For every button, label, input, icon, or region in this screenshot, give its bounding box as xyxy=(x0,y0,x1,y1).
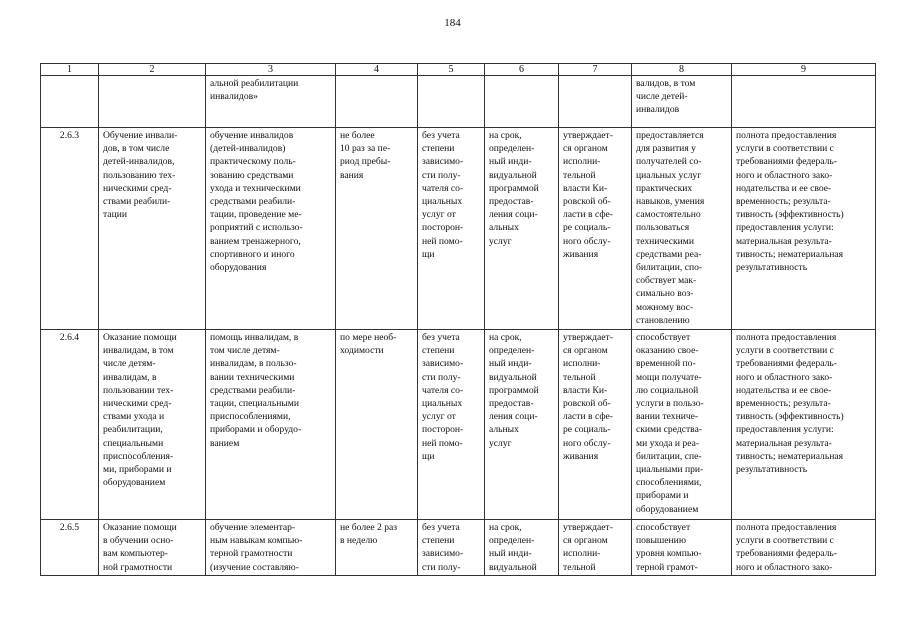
column-header: 6 xyxy=(485,64,559,76)
quality-indicators: полнота предоставления услуги в соответствии с требованиями федераль- ного и областного зако- нодательства и ее свое- временность; результа- тивность (эффективность) предоставления услуги: материальная результа- тивность; нематериальная результативность xyxy=(732,128,876,330)
service-content: обучение инвалидов (детей-инвалидов) практическому поль- зованию средствами ухода и техническими средствами реабили- тации, проведение ме- роприятий с использо- ванием тренажерного, спортивного и иного оборудования xyxy=(206,128,336,330)
payment-terms xyxy=(418,76,485,128)
table-row xyxy=(41,520,876,576)
service-content: обучение элементар- ным навыкам компью- терной грамотности (изучение составляю- xyxy=(206,520,336,576)
row-number xyxy=(41,76,99,128)
standard-approver: утверждает- ся органом исполни- тельной власти Ки- ровской об- ласти в сфе- ре социаль- ного обслу- живания xyxy=(559,330,632,520)
service-name: Оказание помощи инвалидам, в том числе детям- инвалидам, в пользовании тех- ническими сред- ствами ухода и реабилитации, специальными приспособления- ми, приборами и оборудованием xyxy=(99,330,206,520)
column-header: 9 xyxy=(732,64,876,76)
service-name: Обучение инвали- дов, в том числе детей-инвалидов, пользованию тех- ническими сред- ствами реабили- тации xyxy=(99,128,206,330)
service-term: на срок, определен- ный инди- видуальной xyxy=(485,520,559,576)
column-header: 4 xyxy=(336,64,418,76)
column-header: 5 xyxy=(418,64,485,76)
table-row xyxy=(41,128,876,330)
page-number: 184 xyxy=(444,17,461,29)
service-volume: не более 2 раз в неделю xyxy=(336,520,418,576)
table-row xyxy=(41,330,876,520)
row-number: 2.6.5 xyxy=(41,520,99,576)
quality-indicators: полнота предоставления услуги в соответствии с требованиями федераль- ного и областного зако- нодательства и ее свое- временность; результа- тивность (эффективность) предоставления услуги: материальная результа- тивность; нематериальная результативность xyxy=(732,330,876,520)
payment-terms: без учета степени зависимо- сти полу- чателя со- циальных услуг от посторон- ней помо- щи xyxy=(418,128,485,330)
service-content: альной реабилитации инвалидов» xyxy=(206,76,336,128)
standard-approver: утверждает- ся органом исполни- тельной xyxy=(559,520,632,576)
service-volume: не более 10 раз за пе- риод пребы- вания xyxy=(336,128,418,330)
service-content: помощь инвалидам, в том числе детям- инвалидам, в пользо- вании техническими средствами реабили- тации, специальными приспособлениями, приборами и оборудо- ванием xyxy=(206,330,336,520)
service-term: на срок, определен- ный инди- видуальной программой предостав- ления соци- альных услуг xyxy=(485,330,559,520)
service-effect: способствует оказанию свое- временной по- мощи получате- лю социальной услуги в пользо- вании техниче- скими средства- ми ухода и реа- билитации, спе- циальными при- способлениями, приборами и оборудованием xyxy=(632,330,732,520)
service-effect: валидов, в том числе детей- инвалидов xyxy=(632,76,732,128)
service-name: Оказание помощи в обучении осно- вам компьютер- ной грамотности xyxy=(99,520,206,576)
standard-approver: утверждает- ся органом исполни- тельной власти Ки- ровской об- ласти в сфе- ре социаль- ного обслу- живания xyxy=(559,128,632,330)
service-name xyxy=(99,76,206,128)
services-table xyxy=(40,63,876,576)
service-volume: по мере необ- ходимости xyxy=(336,330,418,520)
row-number: 2.6.3 xyxy=(41,128,99,330)
payment-terms: без учета степени зависимо- сти полу- чателя со- циальных услуг от посторон- ней помо- щи xyxy=(418,330,485,520)
header-row xyxy=(41,64,876,76)
column-header: 8 xyxy=(632,64,732,76)
service-term xyxy=(485,76,559,128)
table-row xyxy=(41,76,876,128)
service-effect: способствует повышению уровня компью- терной грамот- xyxy=(632,520,732,576)
payment-terms: без учета степени зависимо- сти полу- xyxy=(418,520,485,576)
column-header: 1 xyxy=(41,64,99,76)
quality-indicators: полнота предоставления услуги в соответствии с требованиями федераль- ного и областного зако- xyxy=(732,520,876,576)
column-header: 7 xyxy=(559,64,632,76)
row-number: 2.6.4 xyxy=(41,330,99,520)
service-effect: предоставляется для развития у получателей со- циальных услуг практических навыков, умения самостоятельно пользоваться техническими средствами реа- билитации, спо- собствует мак- симально воз- можному вос- становлению xyxy=(632,128,732,330)
column-header: 2 xyxy=(99,64,206,76)
quality-indicators xyxy=(732,76,876,128)
column-header: 3 xyxy=(206,64,336,76)
service-term: на срок, определен- ный инди- видуальной программой предостав- ления соци- альных услуг xyxy=(485,128,559,330)
standard-approver xyxy=(559,76,632,128)
service-volume xyxy=(336,76,418,128)
